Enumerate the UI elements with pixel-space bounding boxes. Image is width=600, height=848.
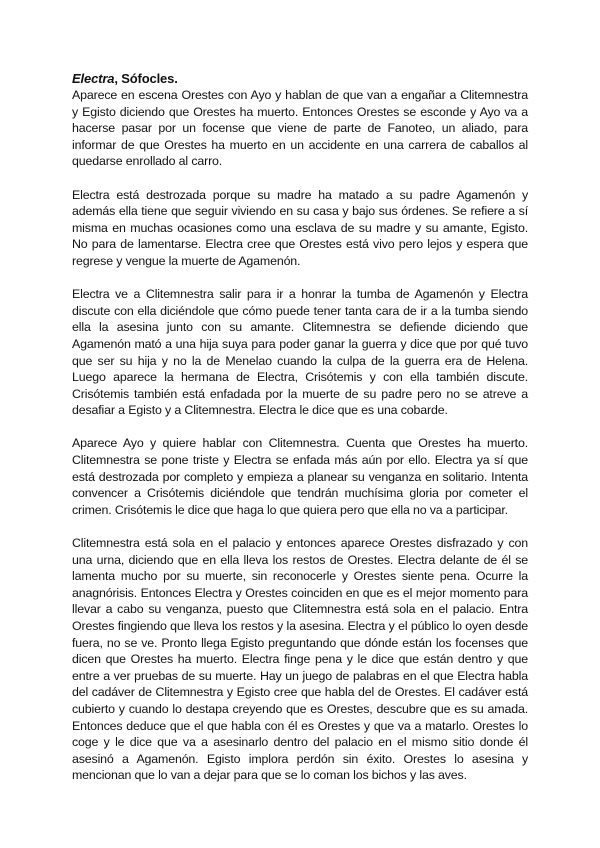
paragraph-5: Clitemnestra está sola en el palacio y entonces aparece Orestes disfrazado y con una urna, diciendo que en ella lleva los restos de Orestes. Electra delante de él se lamenta mucho por su muerte, sin reconocerle y Orestes siente pena. Ocurre la anagnórisis. Entonces Electra y Orestes coinciden en que es el mejor momento para llevar a cabo su venganza, puesto que Clitemnestra está sola en el palacio. Entra Orestes fingiendo que lleva los restos y la asesina. Electra y el público lo oyen desde fuera, no se ve. Pronto llega Egisto preguntando que dónde están los focenses que dicen que Orestes ha muerto. Electra finge pena y le dice que están dentro y que entre a ver pruebas de su muerte. Hay un juego de palabras en el que Electra habla del cadáver de Clitemnestra y Egisto cree que habla del de Orestes. El cadáver está cubierto y cuando lo destapa creyendo que es Orestes, descubre que es su amada. Entonces deduce que el que habla con él es Orestes y que va a matarlo. Orestes lo coge y le dice que va a asesinarlo dentro del palacio en el mismo sitio donde él asesinó a Agamenón. Egisto implora perdón sin éxito. Orestes lo asesina y mencionan que lo van a dejar para que se lo coman los bichos y las aves. — [72, 536, 528, 783]
document-title — [72, 70, 528, 87]
document-page — [72, 70, 528, 801]
author-name: , Sófocles. — [114, 71, 178, 86]
paragraph-3: Electra ve a Clitemnestra salir para ir a honrar la tumba de Agamenón y Electra discute con ella diciéndole que cómo puede tener tanta cara de ir a la tumba siendo ella la asesina junto con su amante. Clitemnestra se defiende diciendo que Agamenón mató a una hija suya para poder ganar la guerra y dice que por qué tuvo que ser su hija y no la de Menelao cuando la culpa de la guerra era de Helena. Luego aparece la hermana de Electra, Crisótemis y con ella también discute. Crisótemis también está enfadada por la muerte de su padre pero no se atreve a desafiar a Egisto y a Clitemnestra. Electra le dice que es una cobarde. — [72, 287, 528, 418]
paragraph-4: Aparece Ayo y quiere hablar con Clitemnestra. Cuenta que Orestes ha muerto. Clitemnestra se pone triste y Electra se enfada más aún por ello. Electra ya sí que está destrozada por completo y empieza a planear su venganza en solitario. Intenta convencer a Crisótemis diciéndole que tendrán muchísima gloria por cometer el crimen. Crisótemis le dice que haga lo que quiera pero que ella no va a participar. — [72, 436, 528, 517]
paragraph-2: Electra está destrozada porque su madre ha matado a su padre Agamenón y además ella tiene que seguir viviendo en su casa y bajo sus órdenes. Se refiere a sí misma en muchas ocasiones como una esclava de su madre y su amante, Egisto. No para de lamentarse. Electra cree que Orestes está vivo pero lejos y espera que regrese y vengue la muerte de Agamenón. — [72, 187, 528, 268]
work-title: Electra — [72, 71, 115, 86]
paragraph-1: Aparece en escena Orestes con Ayo y hablan de que van a engañar a Clitemnestra y Egisto diciendo que Orestes ha muerto. Entonces Orestes se esconde y Ayo va a hacerse pasar por un focense que viene de parte de Fanoteo, un aliado, para informar de que Orestes ha muerto en un accidente en una carrera de caballos al quedarse enrollado al carro. — [72, 88, 528, 169]
